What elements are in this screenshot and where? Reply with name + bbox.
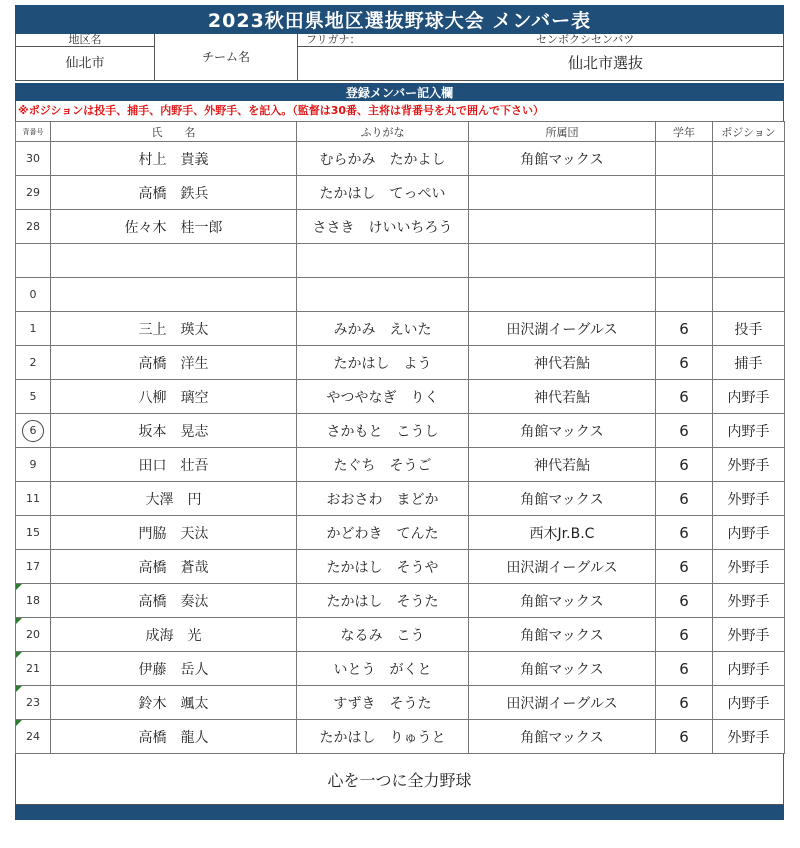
- table-row: [16, 550, 785, 584]
- player-team-cell[interactable]: 田沢湖イーグルス: [469, 550, 656, 584]
- table-row: [16, 720, 785, 754]
- section-title: 登録メンバー記入欄: [15, 83, 784, 101]
- player-position-cell[interactable]: 外野手: [713, 482, 785, 516]
- district-label: 地区名: [16, 34, 154, 47]
- col-header-number: 背番号: [16, 122, 51, 142]
- jersey-number: 30: [26, 152, 40, 165]
- bottom-bar: [15, 805, 784, 820]
- jersey-number: 24: [26, 730, 40, 743]
- jersey-number: 1: [29, 322, 37, 335]
- col-header-grade: 学年: [656, 122, 713, 142]
- player-team-cell[interactable]: 田沢湖イーグルス: [469, 686, 656, 720]
- table-row: [16, 584, 785, 618]
- jersey-number-cell[interactable]: [16, 448, 51, 482]
- player-team-cell[interactable]: [469, 244, 656, 278]
- team-info: [15, 34, 784, 81]
- player-grade-cell[interactable]: 6: [656, 380, 713, 414]
- player-kana-cell[interactable]: たかはし そうや: [297, 550, 469, 584]
- col-header-name: 氏 名: [51, 122, 297, 142]
- player-name-cell[interactable]: 高橋 奏汰: [51, 584, 297, 618]
- player-name-cell[interactable]: 門脇 天汰: [51, 516, 297, 550]
- player-kana-cell[interactable]: おおさわ まどか: [297, 482, 469, 516]
- player-kana-cell[interactable]: かどわき てんた: [297, 516, 469, 550]
- player-position-cell[interactable]: [713, 142, 785, 176]
- player-position-cell[interactable]: [713, 278, 785, 312]
- jersey-number: 2: [29, 356, 37, 369]
- table-row: [16, 278, 785, 312]
- player-grade-cell[interactable]: 6: [656, 652, 713, 686]
- jersey-number-cell[interactable]: [16, 482, 51, 516]
- player-position-cell[interactable]: 内野手: [713, 414, 785, 448]
- player-grade-cell[interactable]: 6: [656, 618, 713, 652]
- team-name-cell: [298, 34, 783, 80]
- table-row: [16, 482, 785, 516]
- player-position-cell[interactable]: 内野手: [713, 516, 785, 550]
- player-name-cell[interactable]: 田口 壮吾: [51, 448, 297, 482]
- player-team-cell[interactable]: 西木Jr.B.C: [469, 516, 656, 550]
- cell-comment-marker: [16, 584, 22, 590]
- sheet-title: 2023秋田県地区選抜野球大会 メンバー表: [15, 5, 784, 34]
- jersey-number: 28: [26, 220, 40, 233]
- table-row: [16, 686, 785, 720]
- player-team-cell[interactable]: 角館マックス: [469, 720, 656, 754]
- player-name-cell[interactable]: 三上 瑛太: [51, 312, 297, 346]
- player-team-cell[interactable]: 角館マックス: [469, 414, 656, 448]
- instruction-notice: ※ポジションは投手、捕手、内野手、外野手、を記入。（監督は30番、主将は背番号を丸で囲んで下さい）: [15, 101, 784, 121]
- col-header-position: ポジション: [713, 122, 785, 142]
- player-position-cell[interactable]: [713, 176, 785, 210]
- jersey-number: 0: [29, 288, 37, 301]
- player-name-cell[interactable]: 八柳 璃空: [51, 380, 297, 414]
- jersey-number: 15: [26, 526, 40, 539]
- cell-comment-marker: [16, 686, 22, 692]
- table-row: [16, 516, 785, 550]
- player-name-cell[interactable]: 高橋 龍人: [51, 720, 297, 754]
- player-kana-cell[interactable]: ささき けいいちろう: [297, 210, 469, 244]
- table-row: [16, 380, 785, 414]
- player-team-cell[interactable]: 神代若鮎: [469, 448, 656, 482]
- player-team-cell[interactable]: 神代若鮎: [469, 380, 656, 414]
- jersey-number: 17: [26, 560, 40, 573]
- table-row: [16, 142, 785, 176]
- table-row: [16, 346, 785, 380]
- player-position-cell[interactable]: 外野手: [713, 720, 785, 754]
- cell-comment-marker: [16, 652, 22, 658]
- player-team-cell[interactable]: 角館マックス: [469, 584, 656, 618]
- player-grade-cell[interactable]: [656, 210, 713, 244]
- team-name-value[interactable]: 仙北市選抜: [567, 54, 643, 72]
- player-position-cell[interactable]: 外野手: [713, 584, 785, 618]
- player-kana-cell[interactable]: たぐち そうご: [297, 448, 469, 482]
- player-kana-cell[interactable]: いとう がくと: [297, 652, 469, 686]
- district-value[interactable]: 仙北市: [65, 56, 105, 71]
- player-position-cell[interactable]: 捕手: [713, 346, 785, 380]
- player-kana-cell[interactable]: たかはし よう: [297, 346, 469, 380]
- player-name-cell[interactable]: 佐々木 桂一郎: [51, 210, 297, 244]
- player-position-cell[interactable]: 外野手: [713, 448, 785, 482]
- player-grade-cell[interactable]: 6: [656, 448, 713, 482]
- player-grade-cell[interactable]: 6: [656, 686, 713, 720]
- player-kana-cell[interactable]: むらかみ たかよし: [297, 142, 469, 176]
- player-position-cell[interactable]: 投手: [713, 312, 785, 346]
- jersey-number-cell[interactable]: [16, 516, 51, 550]
- team-label-cell: [155, 34, 298, 80]
- player-team-cell[interactable]: 角館マックス: [469, 142, 656, 176]
- player-team-cell[interactable]: 田沢湖イーグルス: [469, 312, 656, 346]
- player-name-cell[interactable]: 村上 貴義: [51, 142, 297, 176]
- jersey-number-cell[interactable]: [16, 210, 51, 244]
- jersey-number-cell[interactable]: [16, 652, 51, 686]
- cell-comment-marker: [16, 618, 22, 624]
- table-row: [16, 244, 785, 278]
- player-position-cell[interactable]: 外野手: [713, 618, 785, 652]
- player-name-cell[interactable]: 伊藤 岳人: [51, 652, 297, 686]
- player-grade-cell[interactable]: 6: [656, 312, 713, 346]
- player-team-cell[interactable]: [469, 210, 656, 244]
- player-team-cell[interactable]: 角館マックス: [469, 482, 656, 516]
- player-team-cell[interactable]: 神代若鮎: [469, 346, 656, 380]
- jersey-number-cell[interactable]: [16, 142, 51, 176]
- table-row: [16, 652, 785, 686]
- player-position-cell[interactable]: 内野手: [713, 686, 785, 720]
- player-name-cell[interactable]: 高橋 鉄兵: [51, 176, 297, 210]
- player-team-cell[interactable]: [469, 278, 656, 312]
- jersey-number-cell[interactable]: [16, 380, 51, 414]
- jersey-number-cell[interactable]: [16, 686, 51, 720]
- jersey-number: 29: [26, 186, 40, 199]
- table-row: [16, 618, 785, 652]
- player-grade-cell[interactable]: 6: [656, 720, 713, 754]
- player-kana-cell[interactable]: たかはし てっぺい: [297, 176, 469, 210]
- player-kana-cell[interactable]: やつやなぎ りく: [297, 380, 469, 414]
- table-row: [16, 210, 785, 244]
- player-team-cell[interactable]: [469, 176, 656, 210]
- jersey-number-cell[interactable]: [16, 584, 51, 618]
- player-grade-cell[interactable]: [656, 176, 713, 210]
- captain-circle: 6: [22, 420, 44, 442]
- table-row: [16, 414, 785, 448]
- player-kana-cell[interactable]: たかはし そうた: [297, 584, 469, 618]
- furigana-label: フリガナ：: [306, 33, 361, 46]
- player-position-cell[interactable]: 外野手: [713, 550, 785, 584]
- player-position-cell[interactable]: [713, 210, 785, 244]
- player-name-cell[interactable]: 鈴木 颯太: [51, 686, 297, 720]
- player-grade-cell[interactable]: 6: [656, 414, 713, 448]
- jersey-number-cell[interactable]: [16, 244, 51, 278]
- col-header-team: 所属団: [469, 122, 656, 142]
- jersey-number: 21: [26, 662, 40, 675]
- player-grade-cell[interactable]: 6: [656, 550, 713, 584]
- player-name-cell[interactable]: [51, 244, 297, 278]
- player-name-cell[interactable]: 坂本 晃志: [51, 414, 297, 448]
- jersey-number: 18: [26, 594, 40, 607]
- cell-comment-marker: [16, 720, 22, 726]
- player-grade-cell[interactable]: [656, 142, 713, 176]
- jersey-number-cell[interactable]: [16, 720, 51, 754]
- player-team-cell[interactable]: 角館マックス: [469, 618, 656, 652]
- player-grade-cell[interactable]: 6: [656, 584, 713, 618]
- member-table: [15, 121, 785, 754]
- jersey-number-cell[interactable]: [16, 176, 51, 210]
- player-grade-cell[interactable]: [656, 278, 713, 312]
- player-grade-cell[interactable]: 6: [656, 516, 713, 550]
- jersey-number: 20: [26, 628, 40, 641]
- player-kana-cell[interactable]: たかはし りゅうと: [297, 720, 469, 754]
- player-name-cell[interactable]: 大澤 円: [51, 482, 297, 516]
- jersey-number-cell[interactable]: [16, 414, 51, 448]
- member-rows: [16, 142, 785, 754]
- jersey-number-cell[interactable]: [16, 278, 51, 312]
- player-kana-cell[interactable]: みかみ えいた: [297, 312, 469, 346]
- jersey-number: 5: [29, 390, 37, 403]
- player-grade-cell[interactable]: [656, 244, 713, 278]
- district-cell: [16, 34, 155, 80]
- furigana-value[interactable]: センボクシセンバツ: [536, 33, 635, 46]
- player-kana-cell[interactable]: [297, 244, 469, 278]
- player-kana-cell[interactable]: さかもと こうし: [297, 414, 469, 448]
- player-position-cell[interactable]: [713, 244, 785, 278]
- player-grade-cell[interactable]: 6: [656, 482, 713, 516]
- jersey-number-cell[interactable]: [16, 618, 51, 652]
- table-row: [16, 448, 785, 482]
- roster-sheet: [15, 5, 784, 820]
- table-row: [16, 312, 785, 346]
- player-position-cell[interactable]: 内野手: [713, 652, 785, 686]
- player-kana-cell[interactable]: すずき そうた: [297, 686, 469, 720]
- player-name-cell[interactable]: 高橋 洋生: [51, 346, 297, 380]
- player-team-cell[interactable]: 角館マックス: [469, 652, 656, 686]
- jersey-number: 11: [26, 492, 40, 505]
- jersey-number-cell[interactable]: [16, 312, 51, 346]
- player-grade-cell[interactable]: 6: [656, 346, 713, 380]
- table-row: [16, 176, 785, 210]
- team-label: チーム名: [201, 50, 250, 64]
- player-kana-cell[interactable]: なるみ こう: [297, 618, 469, 652]
- jersey-number: 23: [26, 696, 40, 709]
- player-name-cell[interactable]: 成海 光: [51, 618, 297, 652]
- col-header-kana: ふりがな: [297, 122, 469, 142]
- table-header-row: [16, 122, 785, 142]
- jersey-number: 9: [29, 458, 37, 471]
- jersey-number-cell[interactable]: [16, 346, 51, 380]
- player-position-cell[interactable]: 内野手: [713, 380, 785, 414]
- player-name-cell[interactable]: 高橋 蒼哉: [51, 550, 297, 584]
- player-name-cell[interactable]: [51, 278, 297, 312]
- jersey-number-cell[interactable]: [16, 550, 51, 584]
- player-kana-cell[interactable]: [297, 278, 469, 312]
- slogan: 心を一つに全力野球: [15, 754, 784, 805]
